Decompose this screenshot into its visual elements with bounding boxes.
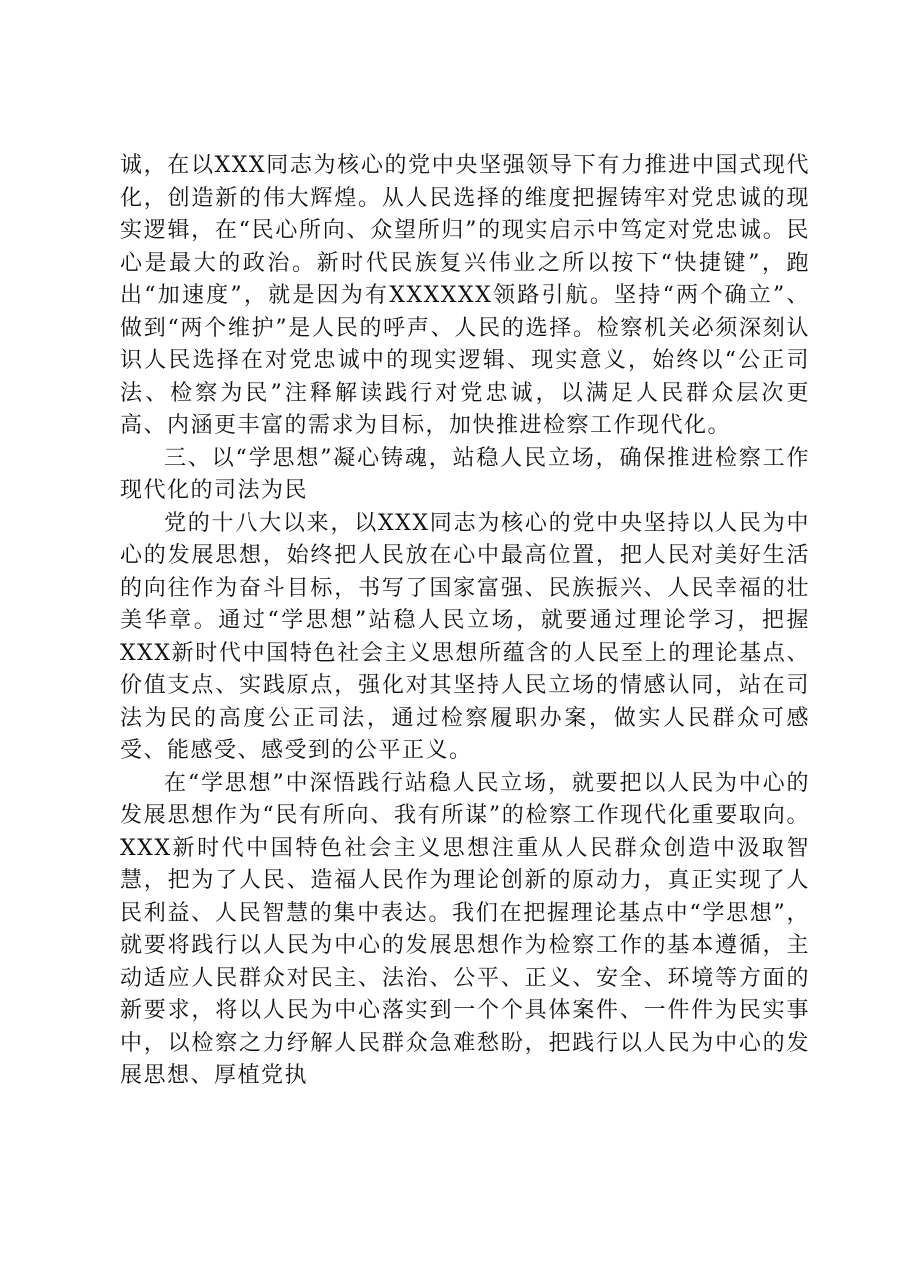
paragraph-continued: 诚，在以XXX同志为核心的党中央坚强领导下有力推进中国式现代化，创造新的伟大辉煌。从人民选择的维度把握铸牢对党忠诚的现实逻辑，在“民心所向、众望所归”的现实启示中笃定对党忠诚。民心是最大的政治。新时代民族复兴伟业之所以按下“快捷键”，跑出“加速度”，就是因为有XXXXXX领路引航。坚持“两个确立”、做到“两个维护”是人民的呼声、人民的选择。检察机关必须深刻认识人民选择在对党忠诚中的现实逻辑、现实意义，始终以“公正司法、检察为民”注释解读践行对党忠诚，以满足人民群众层次更高、内涵更丰富的需求为目标，加快推进检察工作现代化。: [120, 153, 810, 438]
paragraph: 党的十八大以来，以XXX同志为核心的党中央坚持以人民为中心的发展思想，始终把人民放在心中最高位置，把人民对美好生活的向往作为奋斗目标，书写了国家富强、民族振兴、人民幸福的壮美华章。通过“学思想”站稳人民立场，就要通过理论学习，把握XXX新时代中国特色社会主义思想所蕴含的人民至上的理论基点、价值支点、实践原点，强化对其坚持人民立场的情感认同，站在司法为民的高度公正司法，通过检察履职办案，做实人民群众可感受、能感受、感受到的公平正义。: [120, 510, 810, 763]
paragraph: 在“学思想”中深悟践行站稳人民立场，就要把以人民为中心的发展思想作为“民有所向、我有所谋”的检察工作现代化重要取向。XXX新时代中国特色社会主义思想注重从人民群众创造中汲取智慧，把为了人民、造福人民作为理论创新的原动力，真正实现了人民利益、人民智慧的集中表达。我们在把握理论基点中“学思想”，就要将践行以人民为中心的发展思想作为检察工作的基本遵循，主动适应人民群众对民主、法治、公平、正义、安全、环境等方面的新要求，将以人民为中心落实到一个个具体案件、一件件为民实事中，以检察之力纾解人民群众急难愁盼，把践行以人民为中心的发展思想、厚植党执: [120, 770, 810, 1088]
section-heading: 三、以“学思想”凝心铸魂，站稳人民立场，确保推进检察工作现代化的司法为民: [120, 445, 810, 503]
document-body: [120, 150, 810, 1093]
